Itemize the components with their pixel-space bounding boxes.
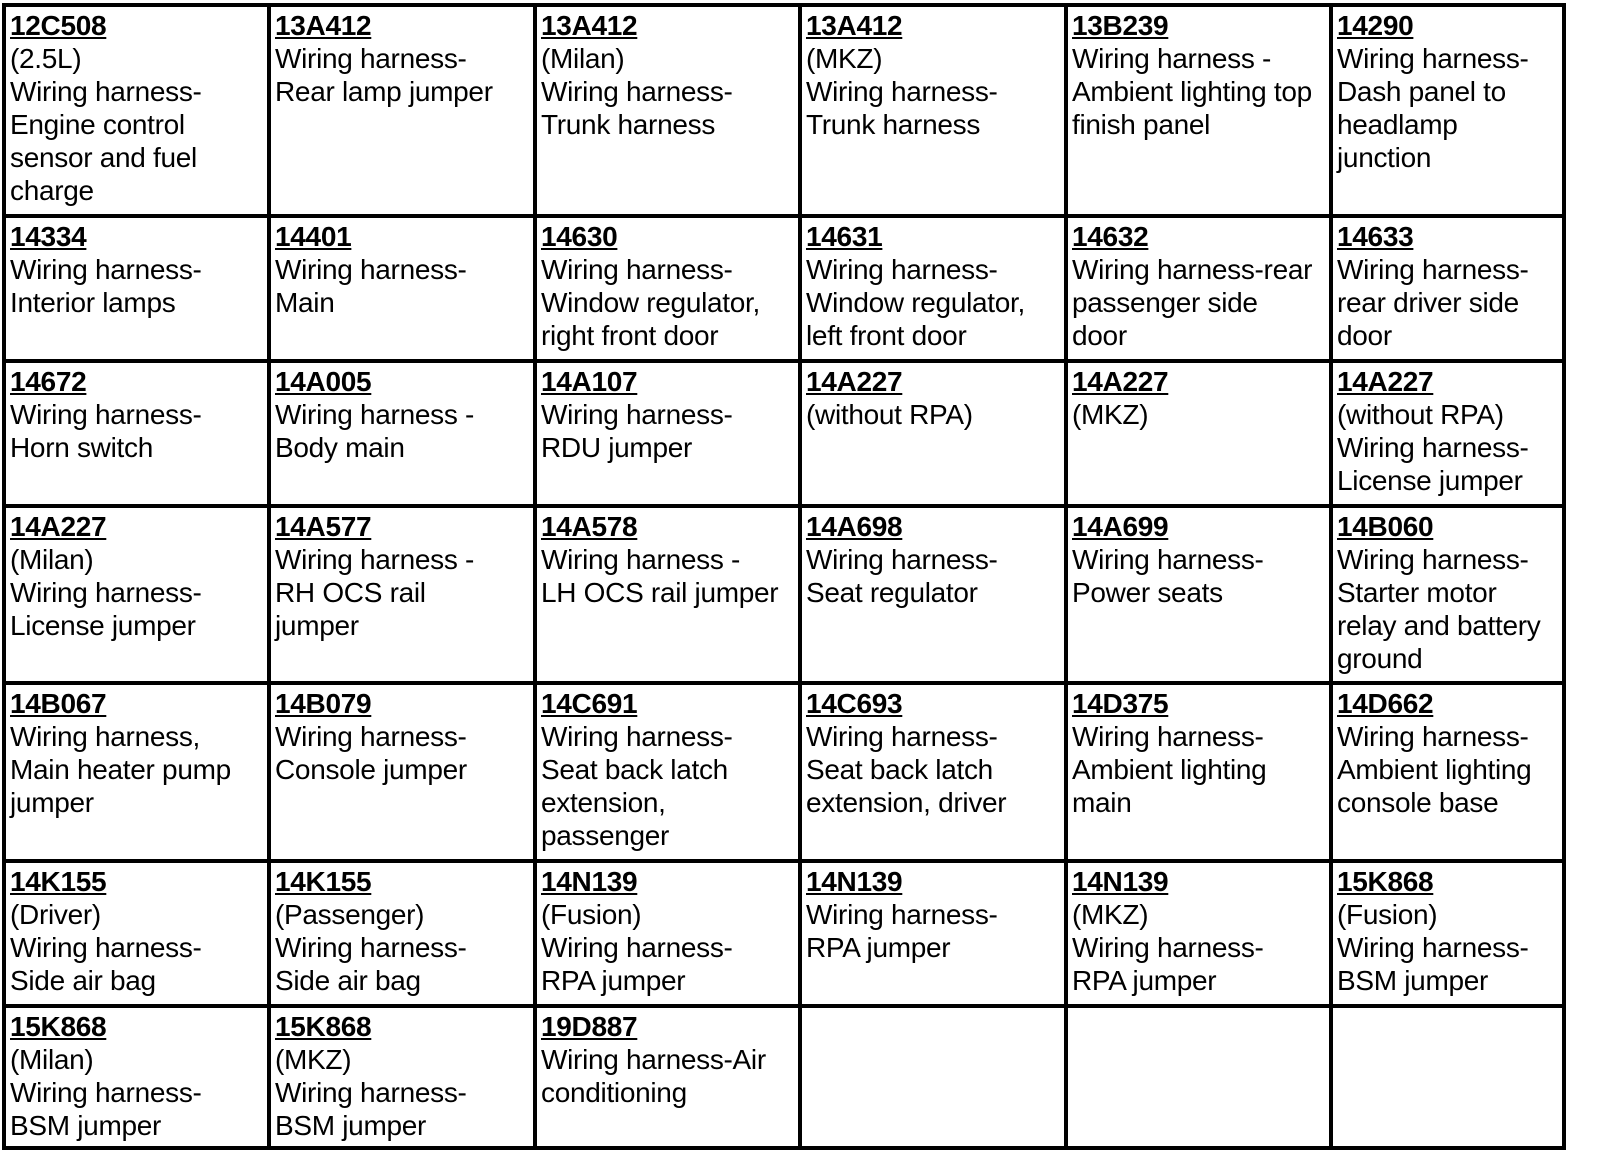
- part-description-line: door: [1072, 320, 1127, 351]
- table-cell: [800, 5, 1066, 216]
- part-description-line: Wiring harness-: [275, 1077, 467, 1108]
- part-description-line: headlamp: [1337, 109, 1458, 140]
- part-description-line: Wiring harness-: [806, 721, 998, 752]
- part-description-line: jumper: [275, 610, 359, 641]
- part-description-line: right front door: [541, 320, 719, 351]
- table-cell: [535, 1006, 800, 1148]
- part-description-line: Wiring harness-: [10, 76, 202, 107]
- part-description-line: BSM jumper: [10, 1110, 162, 1141]
- part-description-line: charge: [10, 175, 94, 206]
- part-description-line: Ambient lighting: [1072, 754, 1267, 785]
- part-description-line: finish panel: [1072, 109, 1211, 140]
- table-cell: [535, 861, 800, 1006]
- table-row: [4, 861, 1564, 1006]
- part-code: 14630: [541, 221, 618, 252]
- part-description-line: Wiring harness-: [1072, 721, 1264, 752]
- part-code: 13B239: [1072, 10, 1169, 41]
- part-code: 14A578: [541, 511, 638, 542]
- part-description-line: Wiring harness,: [10, 721, 201, 752]
- part-code: 19D887: [541, 1011, 638, 1042]
- part-description-line: Wiring harness-: [10, 399, 202, 430]
- table-cell: [1066, 506, 1331, 683]
- part-description-line: License jumper: [1337, 465, 1523, 496]
- part-description-line: Ambient lighting: [1337, 754, 1532, 785]
- part-description-line: Wiring harness-: [275, 43, 467, 74]
- table-cell: [4, 216, 269, 361]
- part-description-line: Interior lamps: [10, 287, 176, 318]
- part-description-line: Wiring harness-Air: [541, 1044, 766, 1075]
- part-description-line: Wiring harness-: [1072, 544, 1264, 575]
- table-row: [4, 683, 1564, 861]
- part-description-line: extension, driver: [806, 787, 1007, 818]
- table-cell: [535, 506, 800, 683]
- part-description-line: BSM jumper: [1337, 965, 1489, 996]
- part-description-line: Wiring harness-: [806, 899, 998, 930]
- part-description-line: Main heater pump: [10, 754, 231, 785]
- part-description-line: License jumper: [10, 610, 196, 641]
- part-description-line: Wiring harness-: [1337, 932, 1529, 963]
- table-cell: [269, 506, 535, 683]
- empty-cell: [1331, 1006, 1564, 1148]
- part-description-line: Wiring harness-: [806, 254, 998, 285]
- part-code: 14N139: [806, 866, 903, 897]
- table-row: [4, 5, 1564, 216]
- table-cell: [535, 5, 800, 216]
- part-description-line: Side air bag: [275, 965, 421, 996]
- part-description-line: rear driver side: [1337, 287, 1519, 318]
- part-description-line: Wiring harness-: [541, 932, 733, 963]
- part-description-line: Wiring harness-: [1337, 432, 1529, 463]
- part-description-line: Power seats: [1072, 577, 1223, 608]
- part-description-line: Wiring harness-: [10, 254, 202, 285]
- part-description-line: Wiring harness-: [541, 76, 733, 107]
- part-description-line: (Milan): [10, 544, 94, 575]
- part-description-line: RDU jumper: [541, 432, 693, 463]
- part-description-line: Starter motor: [1337, 577, 1497, 608]
- table-cell: [1066, 5, 1331, 216]
- table-cell: [1331, 683, 1564, 861]
- part-description-line: console base: [1337, 787, 1499, 818]
- part-description-line: Wiring harness-: [10, 1077, 202, 1108]
- part-code: 14A227: [10, 511, 107, 542]
- part-description-line: Main: [275, 287, 335, 318]
- table-cell: [800, 216, 1066, 361]
- part-code: 14633: [1337, 221, 1414, 252]
- part-description-line: (Fusion): [1337, 899, 1438, 930]
- part-code: 13A412: [541, 10, 638, 41]
- table-cell: [1066, 861, 1331, 1006]
- part-code: 14401: [275, 221, 352, 252]
- part-description-line: Wiring harness -: [1072, 43, 1272, 74]
- part-description-line: Body main: [275, 432, 405, 463]
- part-code: 14D662: [1337, 688, 1434, 719]
- part-code: 14B067: [10, 688, 107, 719]
- table-cell: [1331, 216, 1564, 361]
- part-code: 14A699: [1072, 511, 1169, 542]
- part-description-line: Wiring harness-: [541, 721, 733, 752]
- table-cell: [1066, 361, 1331, 506]
- part-description-line: passenger side: [1072, 287, 1258, 318]
- part-code: 14A577: [275, 511, 372, 542]
- part-description-line: Dash panel to: [1337, 76, 1506, 107]
- table-cell: [1331, 506, 1564, 683]
- part-description-line: LH OCS rail jumper: [541, 577, 779, 608]
- part-description-line: Side air bag: [10, 965, 156, 996]
- part-description-line: Seat back latch: [541, 754, 728, 785]
- table-cell: [269, 361, 535, 506]
- part-description-line: RPA jumper: [1072, 965, 1217, 996]
- part-description-line: Wiring harness-: [541, 254, 733, 285]
- table-cell: [4, 361, 269, 506]
- part-description-line: (MKZ): [806, 43, 883, 74]
- part-description-line: Wiring harness-: [1072, 932, 1264, 963]
- part-description-line: Wiring harness -: [275, 399, 475, 430]
- part-code: 14672: [10, 366, 87, 397]
- table-cell: [269, 683, 535, 861]
- table-cell: [535, 683, 800, 861]
- part-code: 14C691: [541, 688, 638, 719]
- part-description-line: jumper: [10, 787, 94, 818]
- part-code: 14A227: [806, 366, 903, 397]
- table-cell: [800, 506, 1066, 683]
- part-description-line: RH OCS rail: [275, 577, 426, 608]
- table-cell: [1066, 216, 1331, 361]
- part-code: 13A412: [275, 10, 372, 41]
- part-code: 14A107: [541, 366, 638, 397]
- part-code: 13A412: [806, 10, 903, 41]
- part-description-line: Wiring harness-: [10, 577, 202, 608]
- table-cell: [800, 861, 1066, 1006]
- table-cell: [535, 216, 800, 361]
- part-code: 14A698: [806, 511, 903, 542]
- part-description-line: Wiring harness-: [1337, 544, 1529, 575]
- empty-cell: [1066, 1006, 1331, 1148]
- part-description-line: Wiring harness -: [275, 544, 475, 575]
- part-code: 14631: [806, 221, 883, 252]
- part-description-line: Wiring harness-: [806, 76, 998, 107]
- part-description-line: Console jumper: [275, 754, 467, 785]
- part-description-line: Rear lamp jumper: [275, 76, 493, 107]
- part-description-line: (Passenger): [275, 899, 425, 930]
- part-code: 14632: [1072, 221, 1149, 252]
- table-cell: [269, 1006, 535, 1148]
- part-description-line: (Fusion): [541, 899, 642, 930]
- part-description-line: Wiring harness-: [275, 254, 467, 285]
- part-description-line: Wiring harness-: [806, 544, 998, 575]
- part-description-line: conditioning: [541, 1077, 687, 1108]
- part-code: 14A227: [1072, 366, 1169, 397]
- part-code: 14C693: [806, 688, 903, 719]
- part-description-line: left front door: [806, 320, 967, 351]
- part-description-line: (MKZ): [1072, 899, 1149, 930]
- part-description-line: (Milan): [541, 43, 625, 74]
- part-description-line: junction: [1337, 142, 1432, 173]
- part-code: 14290: [1337, 10, 1414, 41]
- part-code: 15K868: [10, 1011, 107, 1042]
- part-description-line: Ambient lighting top: [1072, 76, 1312, 107]
- part-code: 14A227: [1337, 366, 1434, 397]
- part-description-line: (without RPA): [806, 399, 973, 430]
- part-description-line: Wiring harness-: [1337, 43, 1529, 74]
- part-code: 14B079: [275, 688, 372, 719]
- part-description-line: RPA jumper: [541, 965, 686, 996]
- part-description-line: Wiring harness-: [1337, 254, 1529, 285]
- part-description-line: Wiring harness-: [275, 721, 467, 752]
- table-cell: [269, 5, 535, 216]
- part-code: 14K155: [275, 866, 372, 897]
- part-code: 15K868: [1337, 866, 1434, 897]
- part-description-line: Seat back latch: [806, 754, 993, 785]
- part-code: 14K155: [10, 866, 107, 897]
- table-cell: [800, 683, 1066, 861]
- part-description-line: relay and battery: [1337, 610, 1541, 641]
- part-description-line: extension,: [541, 787, 666, 818]
- part-code: 15K868: [275, 1011, 372, 1042]
- part-description-line: Engine control: [10, 109, 185, 140]
- part-description-line: ground: [1337, 643, 1423, 674]
- table-cell: [4, 5, 269, 216]
- part-description-line: (Milan): [10, 1044, 94, 1075]
- part-code: 14N139: [541, 866, 638, 897]
- part-description-line: sensor and fuel: [10, 142, 197, 173]
- table-cell: [4, 861, 269, 1006]
- table-cell: [4, 506, 269, 683]
- table-cell: [269, 861, 535, 1006]
- part-code: 14A005: [275, 366, 372, 397]
- part-description-line: (without RPA): [1337, 399, 1504, 430]
- part-description-line: Window regulator,: [541, 287, 761, 318]
- part-code: 12C508: [10, 10, 107, 41]
- table-row: [4, 216, 1564, 361]
- part-description-line: Wiring harness -: [541, 544, 741, 575]
- table-cell: [1331, 861, 1564, 1006]
- part-description-line: door: [1337, 320, 1392, 351]
- table-row: [4, 1006, 1564, 1148]
- part-description-line: (MKZ): [1072, 399, 1149, 430]
- part-description-line: Wiring harness-: [275, 932, 467, 963]
- part-description-line: Seat regulator: [806, 577, 978, 608]
- part-description-line: Trunk harness: [806, 109, 981, 140]
- part-description-line: Window regulator,: [806, 287, 1026, 318]
- part-description-line: (2.5L): [10, 43, 82, 74]
- part-description-line: Wiring harness-: [10, 932, 202, 963]
- part-description-line: Wiring harness-: [1337, 721, 1529, 752]
- part-code: 14334: [10, 221, 87, 252]
- table-cell: [269, 216, 535, 361]
- table-cell: [4, 1006, 269, 1148]
- part-code: 14N139: [1072, 866, 1169, 897]
- part-description-line: (MKZ): [275, 1044, 352, 1075]
- part-description-line: Wiring harness-rear: [1072, 254, 1313, 285]
- part-code: 14B060: [1337, 511, 1434, 542]
- part-code: 14D375: [1072, 688, 1169, 719]
- part-description-line: passenger: [541, 820, 670, 851]
- table-cell: [4, 683, 269, 861]
- table-cell: [800, 361, 1066, 506]
- table-row: [4, 506, 1564, 683]
- part-description-line: Wiring harness-: [541, 399, 733, 430]
- part-description-line: Trunk harness: [541, 109, 716, 140]
- table-row: [4, 361, 1564, 506]
- table-cell: [1066, 683, 1331, 861]
- part-description-line: RPA jumper: [806, 932, 951, 963]
- table-cell: [1331, 361, 1564, 506]
- table-cell: [535, 361, 800, 506]
- empty-cell: [800, 1006, 1066, 1148]
- table-cell: [1331, 5, 1564, 216]
- part-description-line: Horn switch: [10, 432, 153, 463]
- part-description-line: main: [1072, 787, 1132, 818]
- part-description-line: BSM jumper: [275, 1110, 427, 1141]
- wiring-harness-parts-table: [2, 3, 1566, 1150]
- part-description-line: (Driver): [10, 899, 101, 930]
